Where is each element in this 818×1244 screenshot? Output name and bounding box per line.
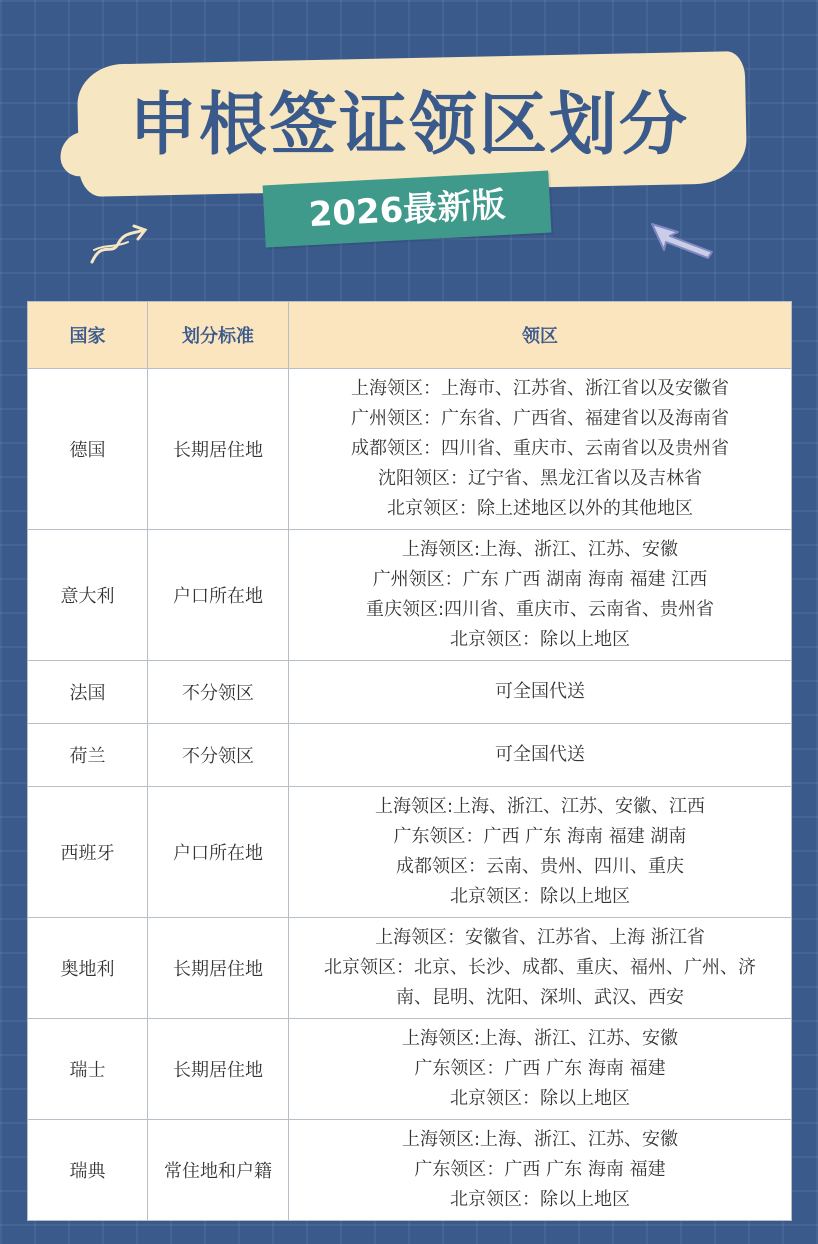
consular-zone-table bbox=[27, 301, 792, 1221]
region-line: 北京领区：除以上地区 bbox=[450, 1189, 630, 1210]
page-title: 申根签证领区划分 bbox=[128, 86, 689, 165]
region-line: 广东领区：广西 广东 海南 福建 bbox=[414, 1058, 666, 1079]
region-line: 上海领区：上海市、江苏省、浙江省以及安徽省 bbox=[351, 378, 729, 399]
table-row bbox=[28, 661, 792, 724]
standard-cell: 长期居住地 bbox=[148, 1019, 289, 1120]
table-row bbox=[28, 918, 792, 1019]
regions-cell bbox=[289, 724, 792, 787]
region-line: 成都领区：云南、贵州、四川、重庆 bbox=[396, 856, 684, 877]
region-line: 上海领区:上海、浙江、江苏、安徽、江西 bbox=[374, 796, 706, 817]
arrow-pointer-icon bbox=[648, 218, 720, 262]
region-line: 广东领区：广西 广东 海南 福建 湖南 bbox=[393, 826, 687, 847]
country-cell: 瑞士 bbox=[28, 1019, 148, 1120]
region-line: 上海领区:上海、浙江、江苏、安徽 bbox=[401, 539, 679, 560]
region-line: 可全国代送 bbox=[495, 744, 585, 765]
standard-cell: 常住地和户籍 bbox=[148, 1120, 289, 1221]
country-cell: 瑞典 bbox=[28, 1120, 148, 1221]
header-country: 国家 bbox=[28, 302, 148, 369]
region-line: 上海领区：安徽省、江苏省、上海 浙江省 bbox=[375, 927, 705, 948]
region-line: 北京领区：除上述地区以外的其他地区 bbox=[387, 498, 693, 519]
country-cell: 奥地利 bbox=[28, 918, 148, 1019]
header-regions: 领区 bbox=[289, 302, 792, 369]
table-row bbox=[28, 530, 792, 661]
region-line: 可全国代送 bbox=[495, 681, 585, 702]
region-line: 重庆领区:四川省、重庆市、云南省、贵州省 bbox=[365, 599, 715, 620]
regions-cell bbox=[289, 530, 792, 661]
region-line: 上海领区:上海、浙江、江苏、安徽 bbox=[401, 1028, 679, 1049]
standard-cell: 不分领区 bbox=[148, 661, 289, 724]
standard-cell: 户口所在地 bbox=[148, 787, 289, 918]
region-line: 北京领区：除以上地区 bbox=[450, 1088, 630, 1109]
regions-cell bbox=[289, 661, 792, 724]
table-row bbox=[28, 724, 792, 787]
regions-cell bbox=[289, 369, 792, 530]
region-line: 北京领区：北京、长沙、成都、重庆、福州、广州、济 bbox=[324, 957, 756, 978]
regions-cell bbox=[289, 918, 792, 1019]
regions-cell bbox=[289, 1120, 792, 1221]
regions-cell bbox=[289, 787, 792, 918]
standard-cell: 户口所在地 bbox=[148, 530, 289, 661]
region-line: 南、昆明、沈阳、深圳、武汉、西安 bbox=[396, 987, 684, 1008]
standard-cell: 长期居住地 bbox=[148, 369, 289, 530]
region-line: 广州领区：广东 广西 湖南 海南 福建 江西 bbox=[372, 569, 708, 590]
region-line: 成都领区：四川省、重庆市、云南省以及贵州省 bbox=[351, 438, 729, 459]
region-line: 北京领区：除以上地区 bbox=[450, 886, 630, 907]
region-line: 北京领区：除以上地区 bbox=[450, 629, 630, 650]
region-line: 上海领区:上海、浙江、江苏、安徽 bbox=[401, 1129, 679, 1150]
table-row bbox=[28, 787, 792, 918]
country-cell: 荷兰 bbox=[28, 724, 148, 787]
standard-cell: 长期居住地 bbox=[148, 918, 289, 1019]
table-header-row bbox=[28, 302, 792, 369]
subtitle-text: 2026最新版 bbox=[307, 184, 507, 236]
standard-cell: 不分领区 bbox=[148, 724, 289, 787]
region-line: 广东领区：广西 广东 海南 福建 bbox=[414, 1159, 666, 1180]
region-line: 沈阳领区：辽宁省、黑龙江省以及吉林省 bbox=[378, 468, 702, 489]
squiggle-arrow-icon bbox=[88, 222, 150, 268]
table-row bbox=[28, 369, 792, 530]
country-cell: 德国 bbox=[28, 369, 148, 530]
header-standard: 划分标准 bbox=[148, 302, 289, 369]
regions-cell bbox=[289, 1019, 792, 1120]
country-cell: 法国 bbox=[28, 661, 148, 724]
country-cell: 西班牙 bbox=[28, 787, 148, 918]
table-row bbox=[28, 1019, 792, 1120]
country-cell: 意大利 bbox=[28, 530, 148, 661]
table-row bbox=[28, 1120, 792, 1221]
region-line: 广州领区：广东省、广西省、福建省以及海南省 bbox=[351, 408, 729, 429]
